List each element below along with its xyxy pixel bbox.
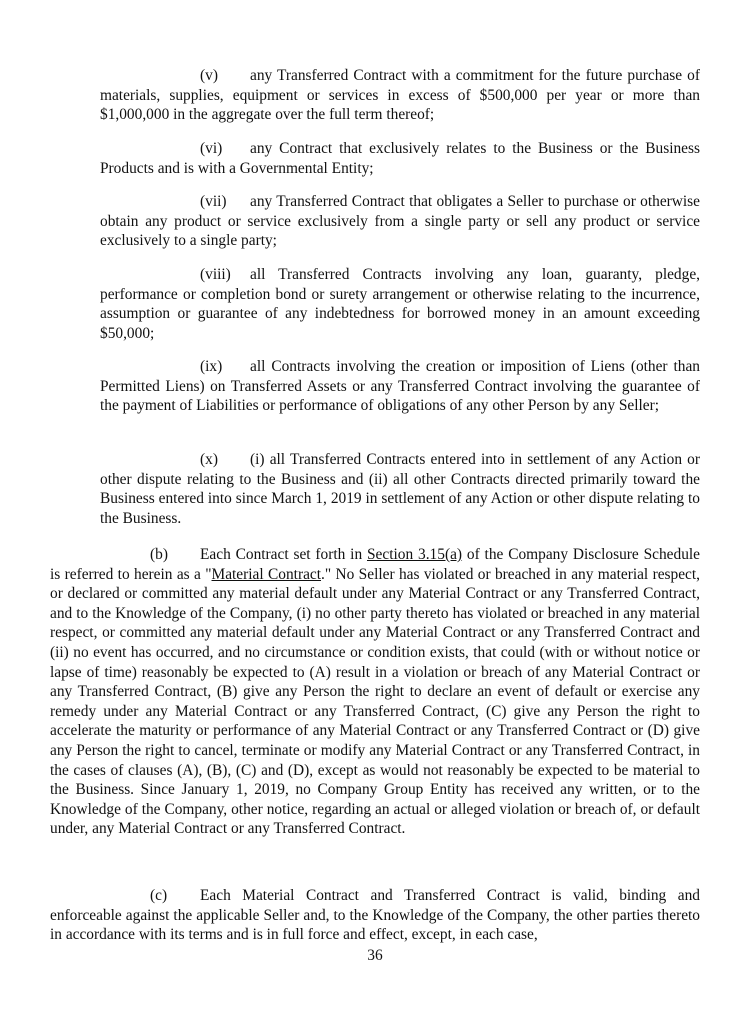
clause-text: any Transferred Contract with a commitment for the future purchase of materials, supplies, equipment or services in excess of $500,000 per year or more than $1,000,000 in the aggregate over the full term thereof; (100, 67, 700, 124)
clause-text: any Contract that exclusively relates to the Business or the Business Products and is with a Governmental Entity; (100, 140, 700, 177)
clause-vi (100, 139, 700, 178)
clause-viii (100, 265, 700, 343)
clause-ix (100, 357, 700, 416)
page-number: 36 (367, 947, 383, 964)
section-label: (b) (150, 546, 168, 563)
clause-label: (x) (200, 451, 218, 468)
clause-v (100, 66, 700, 125)
section-c-text: Each Material Contract and Transferred Contract is valid, binding and enforceable against the applicable Seller and, to the Knowledge of the Company, the other parties thereto in accordance with its terms and is in full force and effect, except, in each case, (50, 887, 700, 944)
section-reference-link: Section 3.15(a) (367, 546, 463, 563)
section-label: (c) (150, 887, 168, 904)
section-b-text-1: Each Contract set forth in (200, 546, 367, 563)
clause-x (100, 450, 700, 528)
clause-label: (viii) (200, 266, 231, 283)
clause-label: (vii) (200, 193, 227, 210)
defined-term: Material Contract (211, 565, 322, 583)
clause-vii (100, 192, 700, 251)
section-b-text-3: ." No Seller has violated or breached in any material respect, or declared or committed any material default under any Material Contract or any Transferred Contract, and to the Knowledge of the Company, (i) no other party thereto has violated or breached in any material respect, or committed any material default under any Material Contract or any Transferred Contract and (ii) no event has occurred, and no circumstance or condition exists, that could (with or without notice or lapse of time) reasonably be expected to (A) result in a violation or breach of any Material Contract or any Transferred Contract, (B) give any Person the right to declare an event of default or exercise any remedy under any Material Contract or any Transferred Contract, (C) give any Person the right to accelerate the maturity or performance of any Material Contract or any Transferred Contract or (D) give any Person the right to cancel, terminate or modify any Material Contract or any Transferred Contract, in the cases of clauses (A), (B), (C) and (D), except as would not reasonably be expected to be material to the Business. Since January 1, 2019, no Company Group Entity has received any written, or to the Knowledge of the Company, other notice, regarding an actual or alleged violation or breach of, or default under, any Material Contract or any Transferred Contract. (50, 565, 700, 838)
section-b-text-2: of the Company Disclosure Schedule is referred to herein as a " (50, 546, 700, 583)
clause-text: any Transferred Contract that obligates a Seller to purchase or otherwise obtain any product or service exclusively from a single party or sell any product or service exclusively to a single party; (100, 193, 700, 250)
section-c-paragraph (50, 886, 700, 945)
clause-text: all Contracts involving the creation or imposition of Liens (other than Permitted Liens) on Transferred Assets or any Transferred Contract involving the guarantee of the payment of Liabilities or performance of obligations of any other Person by any Seller; (100, 358, 700, 415)
clause-label: (v) (200, 67, 218, 84)
clause-label: (ix) (200, 358, 223, 375)
clause-text: (i) all Transferred Contracts entered into in settlement of any Action or other dispute relating to the Business and (ii) all other Contracts directed primarily toward the Business entered into since March 1, 2019 in settlement of any Action or other dispute relating to the Business. (100, 451, 700, 527)
clause-label: (vi) (200, 140, 223, 157)
section-b-paragraph (50, 545, 700, 839)
clause-text: all Transferred Contracts involving any loan, guaranty, pledge, performance or completion bond or surety arrangement or otherwise relating to the incurrence, assumption or guarantee of any indebtedness for borrowed money in an amount exceeding $50,000; (100, 266, 700, 342)
